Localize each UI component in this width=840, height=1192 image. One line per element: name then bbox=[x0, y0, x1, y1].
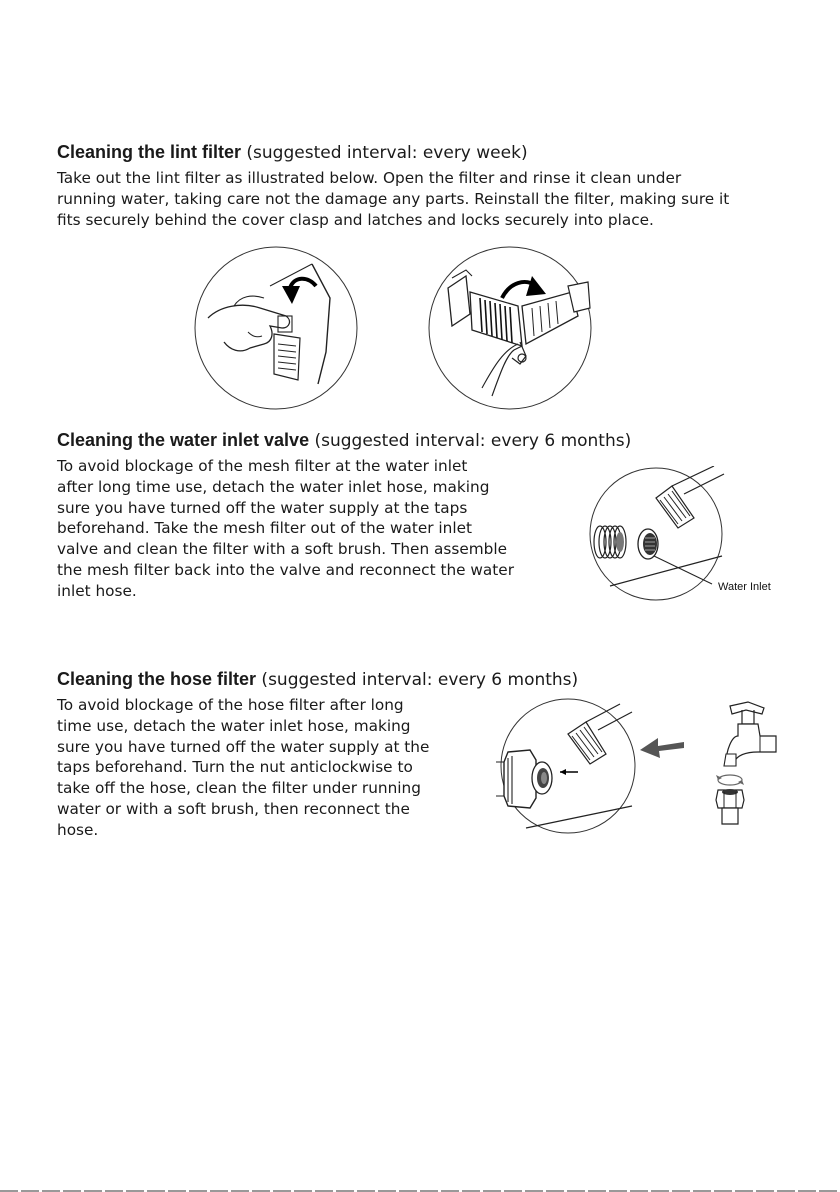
lint-filter-heading bbox=[57, 141, 729, 164]
lint-filter-title: Cleaning the lint filter bbox=[57, 142, 242, 162]
direction-arrow-icon bbox=[640, 734, 686, 760]
lint-filter-section bbox=[57, 141, 729, 230]
inlet-valve-heading bbox=[57, 429, 631, 452]
hose-filter-illustration bbox=[492, 698, 642, 836]
text-line: water or with a soft brush, then reconnect the bbox=[57, 799, 410, 818]
text-line: time use, detach the water inlet hose, making bbox=[57, 716, 411, 735]
text-line: take off the hose, clean the filter under running bbox=[57, 779, 421, 798]
text-line: running water, taking care not the damage any parts. Reinstall the filter, making sure it bbox=[57, 189, 730, 208]
text-line: taps beforehand. Turn the nut anticlockwise to bbox=[57, 758, 413, 777]
inlet-valve-title: Cleaning the water inlet valve bbox=[57, 430, 310, 450]
lint-filter-text bbox=[57, 168, 729, 230]
text-line: after long time use, detach the water inlet hose, making bbox=[57, 477, 490, 496]
inlet-valve-interval: (suggested interval: every 6 months) bbox=[309, 431, 632, 451]
inlet-valve-text bbox=[57, 456, 631, 602]
water-inlet-illustration bbox=[574, 466, 804, 602]
text-line: To avoid blockage of the mesh filter at the water inlet bbox=[57, 457, 468, 475]
water-inlet-label: Water Inlet bbox=[718, 581, 771, 593]
text-line: sure you have turned off the water supply at the taps bbox=[57, 498, 468, 517]
text-line: Take out the lint filter as illustrated below. Open the filter and rinse it clean under bbox=[57, 169, 682, 187]
lint-filter-open-illustration bbox=[422, 246, 598, 412]
text-line: valve and clean the filter with a soft brush. Then assemble bbox=[57, 540, 508, 559]
hose-filter-interval: (suggested interval: every 6 months) bbox=[256, 670, 579, 690]
tap-and-connector-illustration bbox=[696, 696, 786, 832]
lint-filter-remove-illustration bbox=[190, 246, 366, 412]
hose-filter-heading bbox=[57, 668, 578, 691]
text-line: the mesh filter back into the valve and reconnect the water bbox=[57, 560, 514, 579]
hose-filter-title: Cleaning the hose filter bbox=[57, 669, 257, 689]
text-line: beforehand. Take the mesh filter out of the water inlet bbox=[57, 519, 472, 538]
lint-filter-interval: (suggested interval: every week) bbox=[241, 143, 528, 163]
text-line: To avoid blockage of the hose filter after long bbox=[57, 696, 404, 714]
text-line: hose. bbox=[57, 820, 99, 839]
text-line: fits securely behind the cover clasp and latches and locks securely into place. bbox=[57, 210, 654, 229]
text-line: sure you have turned off the water supply at the bbox=[57, 737, 430, 756]
text-line: inlet hose. bbox=[57, 581, 137, 600]
inlet-valve-section bbox=[57, 429, 631, 602]
